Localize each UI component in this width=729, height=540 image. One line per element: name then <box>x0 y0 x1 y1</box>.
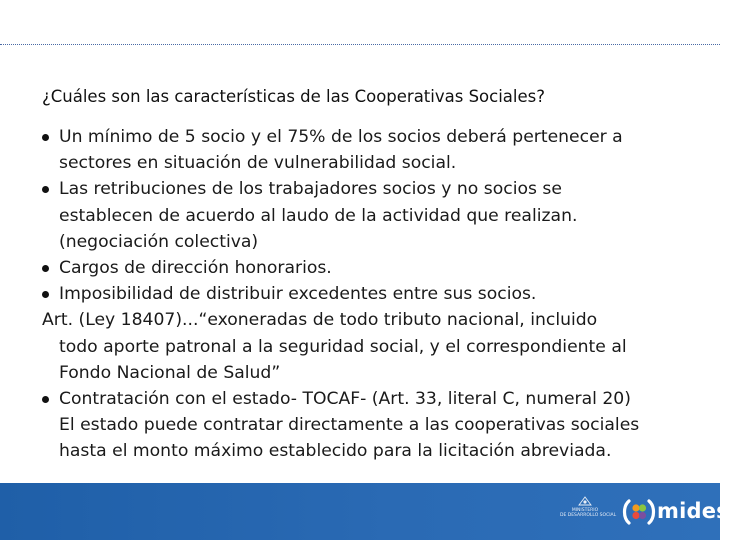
top-dotted-rule <box>0 44 720 45</box>
list-item-line: El estado puede contratar directamente a las cooperativas sociales <box>59 415 640 436</box>
list-item-line: Las retribuciones de los trabajadores socios y no socios se <box>59 179 562 200</box>
list-item <box>42 176 702 255</box>
footer-bar <box>0 483 720 540</box>
list-item <box>42 124 702 176</box>
list-item-line: sectores en situación de vulnerabilidad social. <box>59 153 457 174</box>
list-item <box>42 255 702 281</box>
list-item-line: Fondo Nacional de Salud” <box>59 362 281 383</box>
mides-wordmark: mides <box>657 499 729 523</box>
ministry-seal-icon <box>578 496 592 506</box>
mides-emblem-icon <box>622 498 656 526</box>
list-item-line: hasta el monto máximo establecido para la licitación abreviada. <box>59 441 612 462</box>
bullet-list <box>42 124 702 465</box>
bullet-dot-icon <box>42 396 49 403</box>
mides-logo <box>622 498 729 526</box>
list-item-line: Un mínimo de 5 socio y el 75% de los socios deberá pertenecer a <box>59 127 623 147</box>
bullet-dot-icon <box>42 134 49 141</box>
slide-title: ¿Cuáles son las características de las Cooperativas Sociales? <box>42 87 546 107</box>
list-item-line: (negociación colectiva) <box>59 231 259 252</box>
list-item-line: Art. (Ley 18407)...“exoneradas de todo tributo nacional, incluido <box>42 310 598 331</box>
ministry-line-1: MINISTERIO <box>571 508 599 513</box>
bullet-dot-icon <box>42 265 49 272</box>
list-item <box>42 386 702 465</box>
list-item-line: Imposibilidad de distribuir excedentes entre sus socios. <box>59 284 537 305</box>
list-item-line: Contratación con el estado- TOCAF- (Art. 33, literal C, numeral 20) <box>59 389 631 410</box>
list-item-line: Cargos de dirección honorarios. <box>59 258 332 279</box>
list-item <box>42 307 702 386</box>
bullet-dot-icon <box>42 186 49 193</box>
ministry-line-2: DE DESARROLLO SOCIAL <box>560 513 617 518</box>
list-item <box>42 281 702 307</box>
ministry-logo <box>560 496 617 526</box>
bullet-dot-icon <box>42 291 49 298</box>
list-item-line: establecen de acuerdo al laudo de la actividad que realizan. <box>59 205 578 226</box>
list-item-line: todo aporte patronal a la seguridad social, y el correspondiente al <box>59 336 627 357</box>
